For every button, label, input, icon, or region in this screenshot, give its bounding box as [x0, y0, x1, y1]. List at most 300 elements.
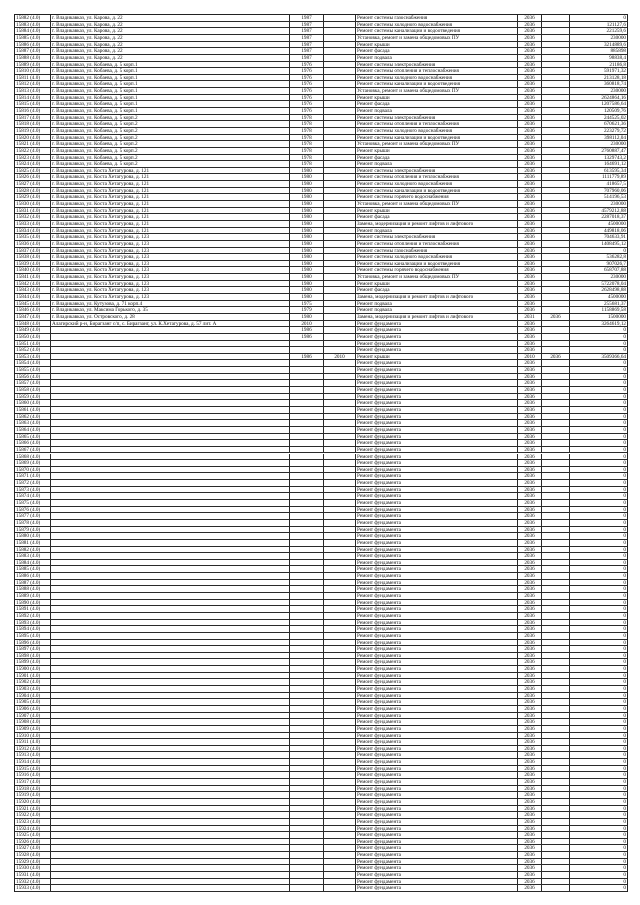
row-amount-cell: 0 — [623, 885, 626, 891]
row-year-built-cell: 1980 — [290, 228, 324, 234]
row-address-cell — [51, 673, 290, 679]
row-year-overhaul-cell — [324, 261, 356, 267]
row-address-cell: г. Владикавказ, ул. Коста Хетагурова, д. 123 — [51, 248, 290, 254]
row-year-plan-cell: 2036 — [518, 653, 542, 659]
row-amount-cell: 164691,12 — [603, 161, 626, 167]
row-work-type-cell: Ремонт фасада — [356, 214, 518, 220]
row-work-type-cell: Ремонт подвала — [356, 161, 518, 167]
row-year-plan-cell: 2036 — [518, 560, 542, 566]
row-id-cell: 15865 (4.0) — [15, 434, 51, 440]
row-amount-cell: 0 — [623, 659, 626, 666]
row-year-built-cell — [290, 772, 324, 778]
row-year-plan-cell: 2036 — [518, 566, 542, 572]
row-year-plan-cell: 2036 — [518, 321, 542, 327]
row-year-next-cell — [542, 434, 570, 440]
row-year-plan-cell: 2036 — [518, 772, 542, 778]
row-address-cell — [51, 852, 290, 858]
row-amount-cell: 613595,34 — [603, 167, 626, 174]
row-id-cell: 15813 (4.0) — [15, 88, 51, 94]
table-row — [15, 865, 627, 872]
row-work-type-cell: Ремонт системы канализации и водоотведения — [356, 188, 518, 194]
table-row — [15, 400, 627, 407]
row-year-overhaul-cell — [324, 15, 356, 21]
row-year-built-cell — [290, 633, 324, 639]
row-amount-cell: 0 — [623, 646, 626, 652]
row-address-cell — [51, 547, 290, 553]
row-work-type-cell: Ремонт фундамента — [356, 786, 518, 792]
row-year-built-cell — [290, 560, 324, 566]
row-year-plan-cell: 2036 — [518, 746, 542, 752]
row-amount-cell: 418657,5 — [606, 181, 626, 187]
table-row — [15, 141, 627, 148]
row-year-overhaul-cell — [324, 679, 356, 685]
table-row — [15, 427, 627, 434]
table-row — [15, 733, 627, 740]
row-work-type-cell: Ремонт фундамента — [356, 739, 518, 745]
row-address-cell: г. Владикавказ, ул. Коста Хетагурова, д. 121 — [51, 208, 290, 214]
row-id-cell: 15889 (4.0) — [15, 62, 51, 68]
row-year-built-cell — [290, 852, 324, 858]
row-amount-cell: 255681,37 — [603, 300, 626, 307]
row-amount-cell: 658707,88 — [603, 267, 626, 274]
row-amount-cell: 0 — [623, 652, 626, 659]
row-year-next-cell — [542, 440, 570, 446]
row-amount-cell: 0 — [623, 865, 626, 872]
row-year-overhaul-cell — [324, 221, 356, 227]
row-year-overhaul-cell — [324, 806, 356, 812]
row-year-plan-cell: 2036 — [518, 287, 542, 293]
row-id-cell: 15921 (4.0) — [15, 806, 51, 812]
row-year-built-cell — [290, 414, 324, 420]
row-work-type-cell: Ремонт фундамента — [356, 832, 518, 838]
row-year-built-cell: 1976 — [290, 75, 324, 81]
row-year-overhaul-cell — [324, 400, 356, 406]
row-year-plan-cell: 2036 — [518, 48, 542, 54]
row-amount-cell: 230000 — [610, 141, 626, 147]
row-year-built-cell: 1980 — [290, 168, 324, 174]
row-work-type-cell: Ремонт фундамента — [356, 600, 518, 606]
row-year-plan-cell: 2036 — [518, 22, 542, 28]
row-address-cell — [51, 819, 290, 825]
row-id-cell: 15904 (4.0) — [15, 693, 51, 699]
row-year-overhaul-cell — [324, 274, 356, 280]
row-id-cell: 15917 (4.0) — [15, 779, 51, 785]
row-address-cell: г. Владикавказ, ул. Кобаева, д. 5 корп.2 — [51, 128, 290, 134]
row-year-plan-cell: 2036 — [518, 135, 542, 141]
row-year-plan-cell: 2036 — [518, 460, 542, 466]
row-work-type-cell: Ремонт фундамента — [356, 580, 518, 586]
row-address-cell — [51, 859, 290, 865]
row-work-type-cell: Установка, ремонт и замена общедомовых ПУ — [356, 201, 518, 207]
row-amount-cell: 536282,8 — [606, 254, 626, 260]
table-row — [15, 500, 627, 507]
row-id-cell: 15827 (4.0) — [15, 181, 51, 187]
row-address-cell — [51, 473, 290, 479]
row-address-cell: г. Владикавказ, ул. Коста Хетагурова, д. 123 — [51, 261, 290, 267]
table-row — [15, 241, 627, 248]
row-year-plan-cell: 2036 — [518, 600, 542, 606]
row-year-overhaul-cell — [324, 128, 356, 134]
row-work-type-cell: Ремонт подвала — [356, 228, 518, 234]
row-address-cell: г. Владикавказ, ул. Коста Хетагурова, д. 121 — [51, 201, 290, 207]
row-year-plan-cell: 2036 — [518, 101, 542, 107]
row-amount-cell: 0 — [623, 387, 626, 393]
row-address-cell — [51, 440, 290, 446]
row-address-cell — [51, 467, 290, 473]
row-year-built-cell — [290, 626, 324, 632]
row-amount-cell: 0 — [623, 739, 626, 745]
row-id-cell: 15834 (4.0) — [15, 228, 51, 234]
row-year-overhaul-cell — [324, 580, 356, 586]
row-year-plan-cell: 2036 — [518, 487, 542, 493]
table-row — [15, 739, 627, 746]
row-amount-cell: 0 — [623, 380, 626, 387]
row-year-plan-cell: 2036 — [518, 493, 542, 499]
row-year-built-cell: 1980 — [290, 174, 324, 180]
row-address-cell: г. Владикавказ, ул. Коста Хетагурова, д. 123 — [51, 274, 290, 280]
table-row — [15, 832, 627, 839]
table-row — [15, 467, 627, 474]
row-address-cell: г. Владикавказ, ул. Кобаева, д. 5 корп.2 — [51, 141, 290, 147]
row-year-overhaul-cell — [324, 752, 356, 758]
row-year-next-cell — [542, 128, 570, 134]
row-year-built-cell: 1978 — [290, 161, 324, 167]
row-id-cell: 15909 (4.0) — [15, 726, 51, 732]
row-address-cell — [51, 360, 290, 366]
row-year-built-cell — [290, 467, 324, 473]
row-id-cell: 15929 (4.0) — [15, 859, 51, 865]
row-year-built-cell: 1986 — [290, 354, 324, 360]
row-year-next-cell — [542, 168, 570, 174]
row-work-type-cell: Ремонт фундамента — [356, 826, 518, 832]
row-work-type-cell: Ремонт фундамента — [356, 493, 518, 499]
row-year-next-cell — [542, 327, 570, 333]
row-address-cell — [51, 553, 290, 559]
row-year-plan-cell: 2036 — [518, 620, 542, 626]
row-work-type-cell: Ремонт фундамента — [356, 653, 518, 659]
row-id-cell: 15887 (4.0) — [15, 580, 51, 586]
row-amount-cell: 213128,18 — [603, 74, 626, 81]
row-year-overhaul-cell — [324, 487, 356, 493]
row-work-type-cell: Ремонт фундамента — [356, 540, 518, 546]
row-amount-cell: 0 — [623, 506, 626, 513]
row-address-cell — [51, 752, 290, 758]
row-year-plan-cell: 2036 — [518, 533, 542, 539]
row-year-overhaul-cell — [324, 540, 356, 546]
row-amount-cell: 0 — [623, 406, 626, 413]
row-year-built-cell: 1980 — [290, 234, 324, 240]
row-address-cell: г. Владикавказ, ул. Кутузова, д. 71 корп.4 — [51, 301, 290, 307]
row-amount-cell: 0 — [623, 725, 626, 732]
row-work-type-cell: Ремонт фундамента — [356, 812, 518, 818]
row-work-type-cell: Ремонт системы холодного водоснабжения — [356, 254, 518, 260]
row-year-built-cell: 1980 — [290, 248, 324, 254]
row-work-type-cell: Ремонт фундамента — [356, 772, 518, 778]
row-work-type-cell: Ремонт системы электроснабжения — [356, 234, 518, 240]
table-row — [15, 540, 627, 547]
row-year-plan-cell: 2036 — [518, 799, 542, 805]
row-amount-cell: 0 — [623, 586, 626, 593]
row-work-type-cell: Ремонт системы холодного водоснабжения — [356, 22, 518, 28]
table-row — [15, 620, 627, 627]
row-year-next-cell — [542, 746, 570, 752]
row-amount-cell: 1111779,89 — [601, 174, 626, 181]
row-amount-cell: 0 — [623, 393, 626, 400]
row-year-plan-cell: 2036 — [518, 141, 542, 147]
row-year-overhaul-cell — [324, 719, 356, 725]
row-year-next-cell — [542, 281, 570, 287]
table-row — [15, 234, 627, 241]
row-id-cell: 15886 (4.0) — [15, 42, 51, 48]
row-year-built-cell — [290, 839, 324, 845]
row-id-cell: 15885 (4.0) — [15, 566, 51, 572]
row-amount-cell: 4500000 — [607, 220, 626, 227]
row-year-built-cell — [290, 533, 324, 539]
row-year-plan-cell: 2036 — [518, 188, 542, 194]
row-work-type-cell: Ремонт фундамента — [356, 673, 518, 679]
row-work-type-cell: Ремонт фундамента — [356, 586, 518, 592]
row-year-next-cell — [542, 287, 570, 293]
row-amount-cell: 0 — [623, 825, 626, 832]
row-address-cell — [51, 766, 290, 772]
row-work-type-cell: Ремонт фундамента — [356, 606, 518, 612]
row-id-cell: 15847 (4.0) — [15, 314, 51, 320]
row-year-built-cell — [290, 693, 324, 699]
row-year-next-cell — [542, 573, 570, 579]
row-address-cell: г. Владикавказ, ул. Кобаева, д. 5 корп.2 — [51, 135, 290, 141]
row-year-overhaul-cell — [324, 586, 356, 592]
row-work-type-cell: Ремонт фундамента — [356, 806, 518, 812]
row-year-next-cell — [542, 221, 570, 227]
table-row — [15, 493, 627, 500]
row-work-type-cell: Ремонт системы горячего водоснабжения — [356, 194, 518, 200]
row-id-cell: 15853 (4.0) — [15, 354, 51, 360]
row-work-type-cell: Ремонт системы холодного водоснабжения — [356, 75, 518, 81]
row-year-built-cell — [290, 613, 324, 619]
row-work-type-cell: Ремонт фундамента — [356, 434, 518, 440]
row-address-cell — [51, 872, 290, 878]
row-address-cell — [51, 341, 290, 347]
row-year-overhaul-cell — [324, 673, 356, 679]
row-year-next-cell — [542, 135, 570, 141]
row-address-cell — [51, 666, 290, 672]
row-address-cell — [51, 839, 290, 845]
row-work-type-cell: Ремонт фундамента — [356, 321, 518, 327]
row-address-cell — [51, 513, 290, 519]
table-row — [15, 633, 627, 640]
row-year-built-cell — [290, 620, 324, 626]
row-year-plan-cell: 2036 — [518, 228, 542, 234]
row-amount-cell: 0 — [623, 765, 626, 772]
row-work-type-cell: Замена, модернизация и ремонт лифтов и лифтового — [356, 221, 518, 227]
row-amount-cell: 0 — [623, 579, 626, 586]
row-year-overhaul-cell — [324, 786, 356, 792]
row-year-built-cell: 1978 — [290, 128, 324, 134]
row-amount-cell: 0 — [623, 785, 626, 792]
row-id-cell: 15812 (4.0) — [15, 81, 51, 87]
table-row — [15, 354, 627, 361]
row-year-next-cell — [542, 460, 570, 466]
table-row — [15, 108, 627, 115]
row-year-plan-cell: 2036 — [518, 161, 542, 167]
row-year-plan-cell: 2036 — [518, 527, 542, 533]
row-address-cell — [51, 427, 290, 433]
row-address-cell — [51, 746, 290, 752]
row-work-type-cell: Замена, модернизация и ремонт лифтов и лифтового — [356, 314, 518, 320]
row-address-cell: г. Владикавказ, ул. Коста Хетагурова, д. 123 — [51, 267, 290, 273]
row-address-cell — [51, 500, 290, 506]
row-year-overhaul-cell — [324, 759, 356, 765]
row-amount-cell: 885898 — [610, 48, 626, 54]
row-year-next-cell — [542, 620, 570, 626]
row-year-overhaul-cell — [324, 812, 356, 818]
row-year-overhaul-cell — [324, 387, 356, 393]
row-amount-cell: 0 — [623, 872, 626, 878]
row-work-type-cell: Ремонт фундамента — [356, 819, 518, 825]
row-amount-cell: 0 — [623, 632, 626, 639]
row-year-next-cell — [542, 267, 570, 273]
row-id-cell: 15894 (4.0) — [15, 626, 51, 632]
row-year-overhaul-cell — [324, 473, 356, 479]
row-year-next-cell — [542, 347, 570, 353]
row-year-plan-cell: 2036 — [518, 573, 542, 579]
row-year-next-cell — [542, 155, 570, 161]
row-year-built-cell: 1978 — [290, 115, 324, 121]
row-year-next-cell — [542, 806, 570, 812]
row-work-type-cell: Ремонт подвала — [356, 55, 518, 61]
row-year-built-cell — [290, 845, 324, 851]
row-address-cell — [51, 586, 290, 592]
row-year-built-cell — [290, 786, 324, 792]
row-address-cell: г. Владикавказ, ул. Коста Хетагурова, д. 123 — [51, 294, 290, 300]
row-year-overhaul-cell — [324, 321, 356, 327]
table-row — [15, 148, 627, 155]
row-year-plan-cell: 2036 — [518, 261, 542, 267]
row-year-overhaul-cell — [324, 613, 356, 619]
table-row — [15, 560, 627, 567]
row-address-cell: г. Владикавказ, ул. Карова, д. 22 — [51, 55, 290, 61]
row-year-built-cell: 1978 — [290, 148, 324, 154]
row-address-cell: г. Владикавказ, ул. Карова, д. 22 — [51, 22, 290, 28]
row-address-cell — [51, 374, 290, 380]
row-amount-cell: 0 — [623, 347, 626, 353]
row-id-cell: 15932 (4.0) — [15, 879, 51, 885]
row-work-type-cell: Ремонт фундамента — [356, 533, 518, 539]
row-id-cell: 15888 (4.0) — [15, 586, 51, 592]
row-amount-cell: 0 — [623, 566, 626, 573]
row-amount-cell: 0 — [623, 832, 626, 838]
row-year-next-cell — [542, 686, 570, 692]
row-amount-cell: 98838,4 — [609, 54, 626, 61]
row-work-type-cell: Ремонт фундамента — [356, 420, 518, 426]
row-work-type-cell: Установка, ремонт и замена общедомовых ПУ — [356, 141, 518, 147]
row-year-plan-cell: 2036 — [518, 394, 542, 400]
row-amount-cell: 0 — [623, 838, 626, 845]
row-year-built-cell — [290, 865, 324, 871]
row-year-built-cell — [290, 454, 324, 460]
row-amount-cell: 0 — [623, 812, 626, 818]
row-work-type-cell: Ремонт фундамента — [356, 766, 518, 772]
row-id-cell: 15811 (4.0) — [15, 75, 51, 81]
row-year-next-cell — [542, 15, 570, 21]
row-amount-cell: 1207586,64 — [601, 101, 626, 107]
table-row — [15, 161, 627, 168]
row-year-built-cell — [290, 527, 324, 533]
row-year-plan-cell: 2036 — [518, 81, 542, 87]
row-year-next-cell — [542, 646, 570, 652]
row-id-cell: 15902 (4.0) — [15, 679, 51, 685]
row-amount-cell: 0 — [623, 553, 626, 559]
row-id-cell: 15871 (4.0) — [15, 473, 51, 479]
row-year-overhaul-cell — [324, 879, 356, 885]
row-year-overhaul-cell — [324, 527, 356, 533]
row-address-cell — [51, 799, 290, 805]
row-year-next-cell — [542, 274, 570, 280]
row-year-next-cell — [542, 414, 570, 420]
row-year-overhaul-cell — [324, 42, 356, 48]
row-year-overhaul-cell — [324, 799, 356, 805]
row-year-plan-cell: 2036 — [518, 115, 542, 121]
row-address-cell: г. Владикавказ, ул. Коста Хетагурова, д. 123 — [51, 281, 290, 287]
row-year-built-cell — [290, 374, 324, 380]
row-amount-cell: 0 — [623, 612, 626, 619]
row-year-plan-cell: 2036 — [518, 108, 542, 114]
table-row — [15, 646, 627, 653]
row-amount-cell: 398112,04 — [604, 134, 626, 141]
row-amount-cell: 0 — [623, 672, 626, 679]
row-id-cell: 15899 (4.0) — [15, 659, 51, 665]
row-year-next-cell: 2036 — [542, 314, 570, 320]
row-id-cell: 15908 (4.0) — [15, 719, 51, 725]
row-year-overhaul-cell — [324, 440, 356, 446]
row-year-overhaul-cell — [324, 547, 356, 553]
row-work-type-cell: Установка, ремонт и замена общедомовых ПУ — [356, 88, 518, 94]
row-work-type-cell: Ремонт системы электроснабжения — [356, 168, 518, 174]
row-year-overhaul-cell — [324, 779, 356, 785]
row-address-cell: г. Владикавказ, ул. Карова, д. 22 — [51, 35, 290, 41]
row-year-built-cell: 1976 — [290, 95, 324, 101]
row-year-overhaul-cell — [324, 301, 356, 307]
table-row — [15, 473, 627, 480]
row-work-type-cell: Ремонт фундамента — [356, 400, 518, 406]
row-year-overhaul-cell — [324, 81, 356, 87]
table-row — [15, 208, 627, 215]
row-year-built-cell: 1987 — [290, 22, 324, 28]
row-id-cell: 15826 (4.0) — [15, 174, 51, 180]
row-work-type-cell: Ремонт фундамента — [356, 387, 518, 393]
row-address-cell — [51, 520, 290, 526]
row-amount-cell: 0 — [623, 639, 626, 646]
row-address-cell: г. Владикавказ, ул. Кобаева, д. 5 корп.1 — [51, 81, 290, 87]
row-address-cell — [51, 367, 290, 373]
row-id-cell: 15928 (4.0) — [15, 852, 51, 858]
row-year-next-cell — [542, 826, 570, 832]
table-row — [15, 573, 627, 580]
row-year-overhaul-cell — [324, 28, 356, 34]
row-id-cell: 15884 (4.0) — [15, 560, 51, 566]
row-work-type-cell: Ремонт фундамента — [356, 500, 518, 506]
row-year-overhaul-cell — [324, 839, 356, 845]
row-amount-cell: 0 — [623, 373, 626, 380]
table-row — [15, 699, 627, 706]
row-year-plan-cell: 2036 — [518, 759, 542, 765]
row-year-built-cell — [290, 400, 324, 406]
row-id-cell: 15830 (4.0) — [15, 201, 51, 207]
row-work-type-cell: Ремонт фундамента — [356, 759, 518, 765]
row-year-overhaul-cell — [324, 460, 356, 466]
row-year-plan-cell: 2036 — [518, 480, 542, 486]
row-year-overhaul-cell — [324, 600, 356, 606]
